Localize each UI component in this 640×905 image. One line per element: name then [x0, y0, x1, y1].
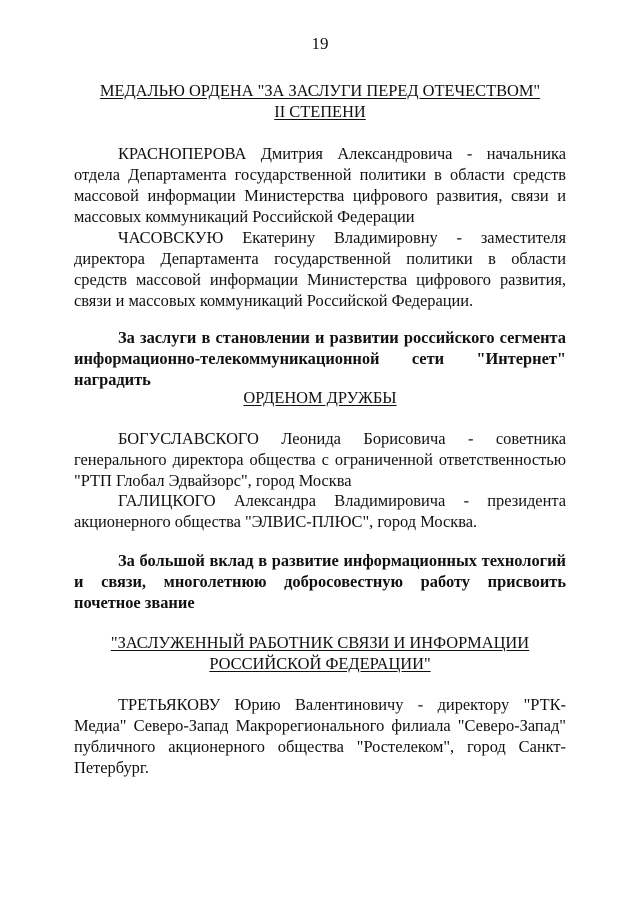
nominee-entry: КРАСНОПЕРОВА Дмитрия Александровича - начальника отдела Департамента государственной политики в области средств массовой информации Министерства цифрового развития, связи и массовых коммуникаций Российской Федерации [74, 144, 566, 226]
heading-line: МЕДАЛЬЮ ОРДЕНА "ЗА ЗАСЛУГИ ПЕРЕД ОТЕЧЕСТВОМ" [99, 81, 541, 100]
nominee-entry: ГАЛИЦКОГО Александра Владимировича - президента акционерного общества "ЭЛВИС-ПЛЮС", город Москва. [74, 491, 566, 531]
decree-text: За заслуги в становлении и развитии российского сегмента информационно-телекоммуникационной сети "Интернет" наградить [74, 328, 566, 389]
award-heading-friendship [74, 387, 566, 408]
heading-line: РОССИЙСКОЙ ФЕДЕРАЦИИ" [209, 654, 431, 673]
nominee-entry: ТРЕТЬЯКОВУ Юрию Валентиновичу - директору "РТК-Медиа" Северо-Запад Макрорегионального филиала "Северо-Запад" публичного акционерного общества "Ростелеком", город Санкт-Петербург. [74, 695, 566, 777]
award-heading-medal [74, 80, 566, 122]
heading-line: "ЗАСЛУЖЕННЫЙ РАБОТНИК СВЯЗИ И ИНФОРМАЦИИ [110, 633, 530, 652]
heading-line: ОРДЕНОМ ДРУЖБЫ [243, 388, 397, 407]
decree-text: За большой вклад в развитие информационных технологий и связи, многолетнюю добросовестную работу присвоить почетное звание [74, 551, 566, 612]
heading-line: II СТЕПЕНИ [274, 102, 366, 121]
award-heading-honorary-title [74, 632, 566, 674]
nominee-entry: БОГУСЛАВСКОГО Леонида Борисовича - советника генерального директора общества с ограниченной ответственностью "РТП Глобал Эдвайзорс", город Москва [74, 429, 566, 490]
nominee-entry: ЧАСОВСКУЮ Екатерину Владимировну - заместителя директора Департамента государственной политики в области средств массовой информации Министерства цифрового развития, связи и массовых коммуникаций Российской Федерации. [74, 228, 566, 310]
page-number: 19 [311, 34, 329, 53]
